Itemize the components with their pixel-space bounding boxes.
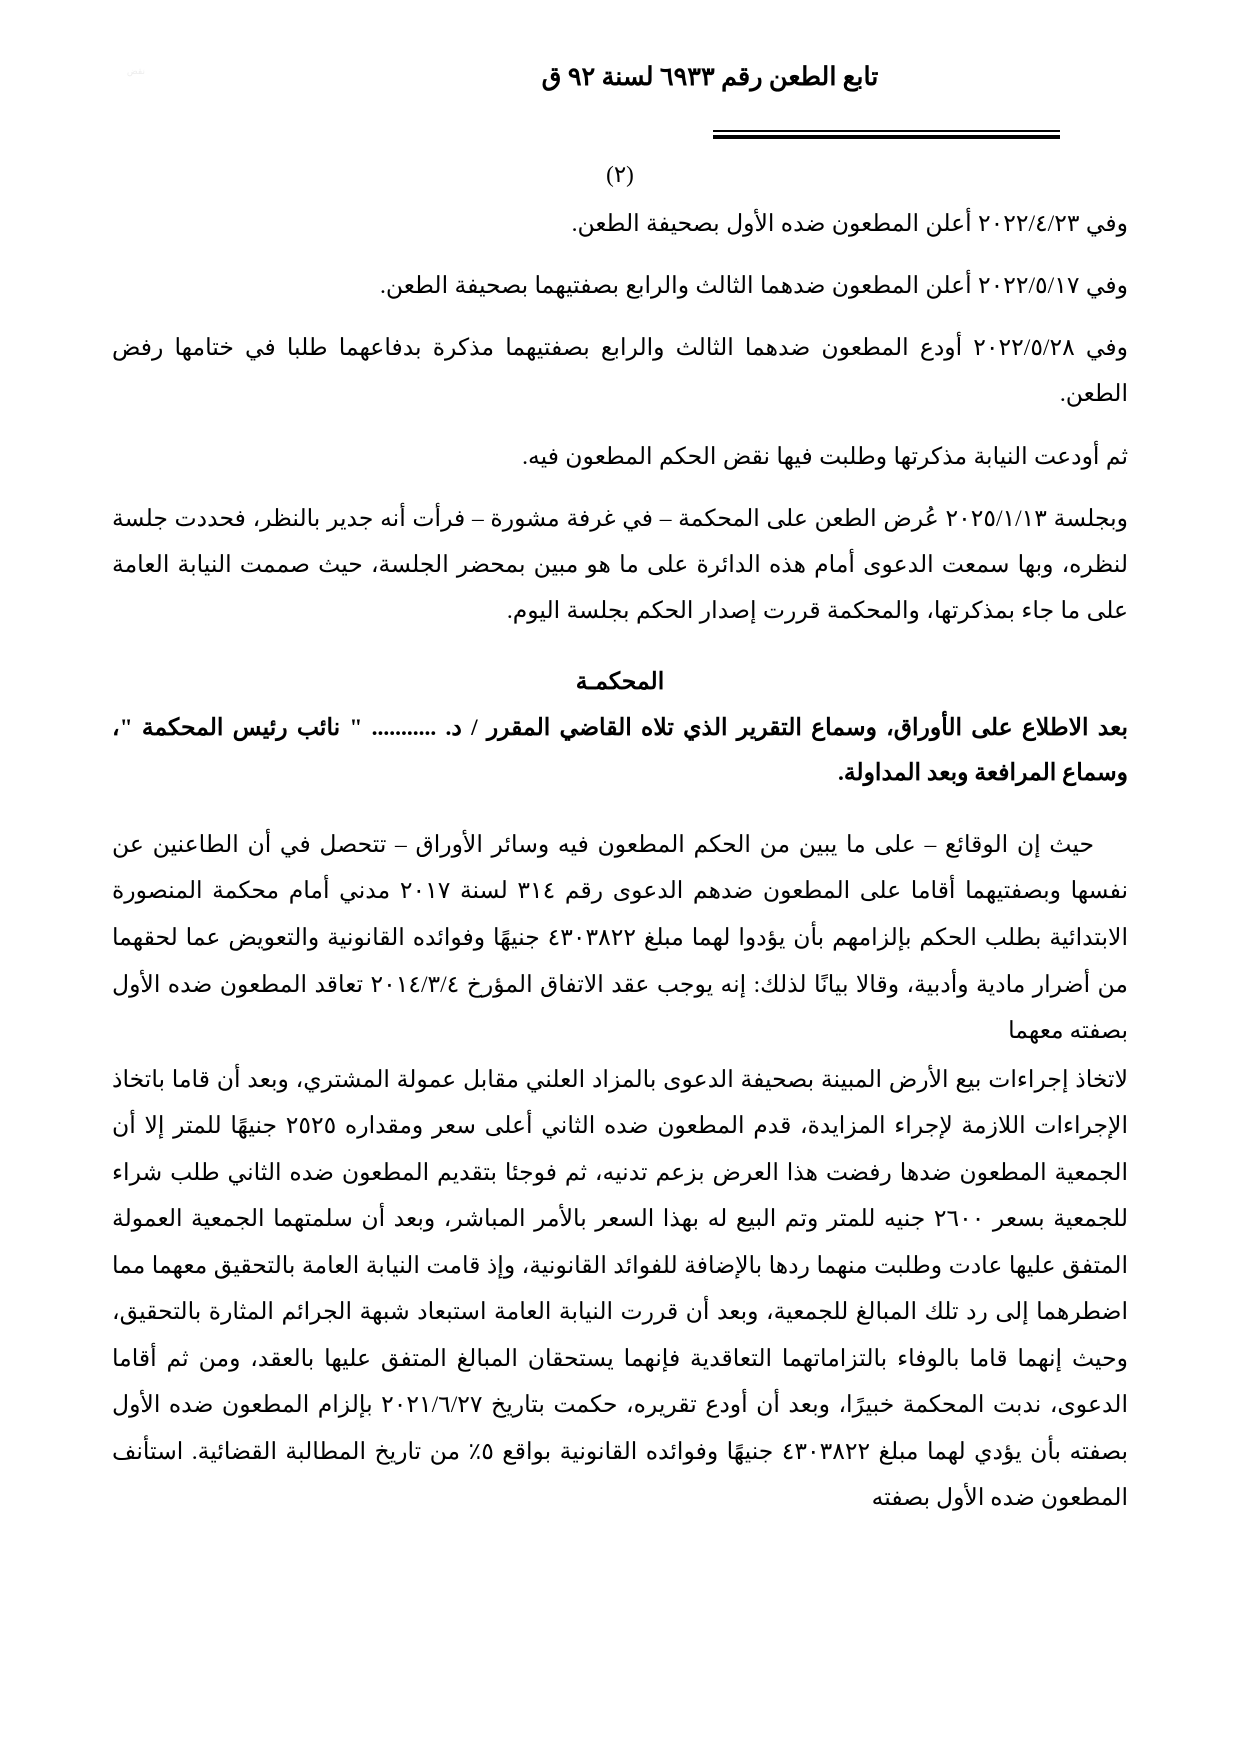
procedural-paragraph: وبجلسة ٢٠٢٥/١/١٣ عُرض الطعن على المحكمة – في غرفة مشورة – فرأت أنه جدير بالنظر، فحددت جلسة لنظره، وبها سمعت الدعوى أمام هذه الدائرة على ما هو مبين بمحضر الجلسة، حيث صممت النيابة العامة على ما جاء بمذكرتها، والمحكمة قررت إصدار الحكم بجلسة اليوم. [112, 505, 1129, 625]
preamble-paragraph: بعد الاطلاع على الأوراق، وسماع التقرير الذي تلاه القاضي المقرر / د. ........... " نائب رئيس المحكمة "، وسماع المرافعة وبعد المداولة. [112, 714, 1128, 786]
divider-line-top [713, 130, 1060, 132]
procedural-paragraph: ثم أودعت النيابة مذكرتها وطلبت فيها نقض الحكم المطعون فيه. [522, 443, 1128, 470]
header-title: تابع الطعن رقم ٦٩٣٣ لسنة ٩٢ ق [541, 62, 879, 91]
facts-paragraph: لاتخاذ إجراءات بيع الأرض المبينة بصحيفة الدعوى بالمزاد العلني مقابل عمولة المشتري، وبعد أن قاما باتخاذ الإجراءات اللازمة لإجراء المزايدة، قدم المطعون ضده الثاني أعلى سعر ومقداره ٢٥٢٥ جنيهًا للمتر إلا أن الجمعية المطعون ضدها رفضت هذا العرض بزعم تدنيه، ثم فوجئا بتقديم المطعون ضده الثاني طلب شراء للجمعية بسعر ٢٦٠٠ جنيه للمتر وتم البيع له بهذا السعر بالأمر المباشر، وبعد أن سلمتهما الجمعية العمولة المتفق عليها عادت وطلبت منهما ردها بالإضافة للفوائد القانونية، وإذ قامت النيابة العامة بالتحقيق معهما مما اضطرهما إلى رد تلك المبالغ للجمعية، وبعد أن قررت النيابة العامة استبعاد شبهة الجرائم المثارة بالتحقيق، وحيث إنهما قاما بالوفاء بالتزاماتهما التعاقدية فإنهما يستحقان المبالغ المتفق عليها بالعقد، ومن ثم أقاما الدعوى، ندبت المحكمة خبيرًا، وبعد أن أودع تقريره، حكمت بتاريخ ٢٠٢١/٦/٢٧ بإلزام المطعون ضده الأول بصفته بأن يؤدي لهما مبلغ ٤٣٠٣٨٢٢ جنيهًا وفوائده القانونية بواقع ٥٪ من تاريخ المطالبة القضائية. استأنف المطعون ضده الأول بصفته [112, 1066, 1129, 1512]
facts-paragraph [112, 822, 1128, 1055]
header-divider [713, 130, 1060, 139]
paragraph-spacer [112, 250, 1128, 263]
procedural-paragraph: وفي ٢٠٢٢/٤/٢٣ أعلن المطعون ضده الأول بصحيفة الطعن. [571, 210, 1128, 237]
faint-watermark-artifact: نقض [126, 66, 145, 76]
document-header [0, 62, 1240, 93]
section-heading-court: المحكمـة [575, 668, 665, 695]
document-body [112, 158, 1128, 1522]
facts-paragraph-text: حيث إن الوقائع – على ما يبين من الحكم المطعون فيه وسائر الأوراق – تتحصل في أن الطاعنين عن نفسها وبصفتيهما أقاما على المطعون ضدهم الدعوى رقم ٣١٤ لسنة ٢٠١٧ مدني أمام محكمة المنصورة الابتدائية بطلب الحكم بإلزامهم بأن يؤدوا لهما مبلغ ٤٣٠٣٨٢٢ جنيهًا وفوائده القانونية والتعويض عما لحقهما من أضرار مادية وأدبية، وقالا بيانًا لذلك: إنه يوجب عقد الاتفاق المؤرخ ٢٠١٤/٣/٤ تعاقد المطعون ضده الأول بصفته معهما [112, 831, 1128, 1045]
paragraph-spacer [112, 483, 1128, 496]
procedural-paragraph: وفي ٢٠٢٢/٥/٢٨ أودع المطعون ضدهما الثالث والرابع بصفتيهما مذكرة بدفاعهما طلبا في ختامها رفض الطعن. [112, 335, 1128, 408]
procedural-paragraph: وفي ٢٠٢٢/٥/١٧ أعلن المطعون ضدهما الثالث والرابع بصفتيهما بصحيفة الطعن. [380, 272, 1128, 299]
paragraph-spacer [112, 421, 1128, 434]
paragraph-spacer [112, 312, 1128, 325]
divider-line-bottom [713, 135, 1060, 139]
page-number: (٢) [606, 162, 634, 187]
